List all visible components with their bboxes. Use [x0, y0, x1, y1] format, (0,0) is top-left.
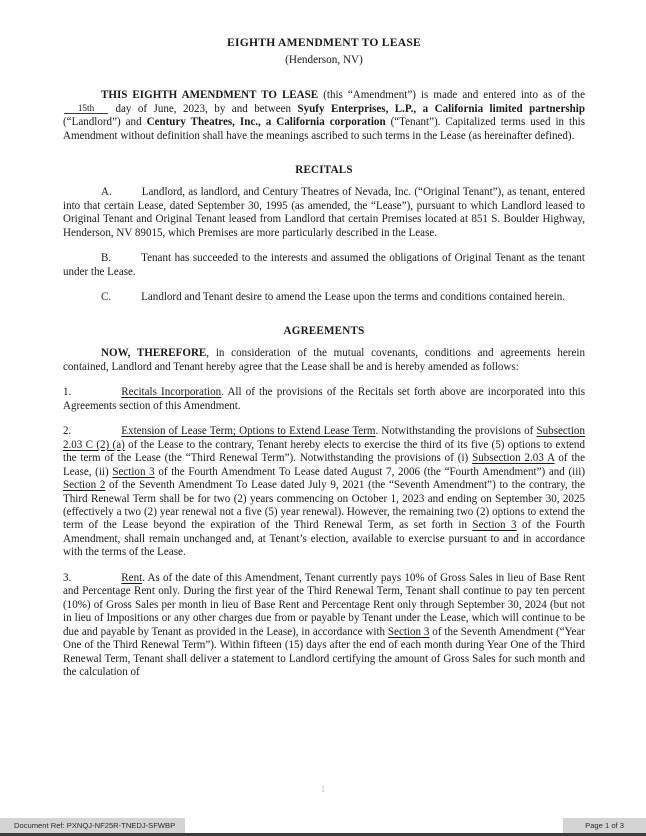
agreements-heading: AGREEMENTS	[283, 325, 365, 338]
clause-body: of the Fourth Amendment, shall remain unchanged and, at Tenant’s election, available to exercise pursuant to and in accordance with the terms of the Lease.	[63, 519, 585, 559]
clause-body: . As of the date of this Amendment, Tenant currently pays 10% of Gross Sales in lieu of Base Rent and Percentage Rent only. During the first year of the Third Renewal Term, Tenant shall continue to pay ten percent (10%) of Gross Sales per month in lieu of Base Rent and Percentage Rent only through September 30, 2024 (but not in lieu of Impositions or any other charges due from or payable by Tenant under the Lease, which will continue to be due and payable by Tenant as provided in the Lease), in accordance with	[63, 571, 585, 638]
clause-body: of the Lease to the contrary, Tenant hereby elects to exercise the third of its five (5) options to extend the term of the Lease (the “Third Renewal Term”). Notwithstanding the provisions of (i)	[63, 438, 585, 465]
page-title: EIGHTH AMENDMENT TO LEASE	[226, 36, 422, 49]
date-day-blank[interactable]: 15th	[64, 103, 108, 114]
lease-reference: Subsection 2.03 C (2) (a)	[63, 425, 585, 451]
now-therefore-lead: NOW, THEREFORE	[101, 347, 207, 360]
document-body	[63, 36, 585, 691]
clause-body: of the Lease, (ii)	[63, 452, 585, 478]
page-footer-number: 1	[320, 784, 326, 794]
lease-reference: Subsection 2.03 A	[472, 452, 555, 465]
recitals-heading: RECITALS	[295, 164, 353, 177]
document-ref-label: Document Ref: PXNQJ-NF25R-TNEDJ-SFWBP	[0, 818, 185, 833]
recital-text: Landlord and Tenant desire to amend the Lease upon the terms and conditions contained herein.	[141, 291, 566, 304]
lease-reference: Section 2	[63, 479, 106, 492]
clause-title: Recitals Incorporation	[121, 386, 222, 399]
recital-label: C.	[101, 291, 112, 304]
clause-3	[63, 572, 585, 680]
recital-text: Tenant has succeeded to the interests and assumed the obligations of Original Tenant as the tenant under the Lease.	[63, 252, 585, 278]
clause-1	[63, 386, 585, 413]
recital-label: B.	[101, 252, 112, 265]
now-therefore-paragraph	[63, 347, 585, 374]
clause-title: Rent	[121, 571, 143, 584]
recital-item	[63, 291, 585, 304]
clause-body: . Notwithstanding the provisions of	[375, 425, 537, 438]
preamble-text-3: (“Landlord”) and	[63, 116, 147, 129]
page-subtitle: (Henderson, NV)	[285, 54, 363, 67]
recital-item	[63, 252, 585, 279]
tenant-name: Century Theatres, Inc., a California corporation	[146, 116, 386, 129]
landlord-name: Syufy Enterprises, L.P., a California limited partnership	[297, 102, 585, 115]
clause-body: of the Seventh Amendment To Lease dated July 9, 2021 (the “Seventh Amendment”) to the contrary, the Third Renewal Term shall be for two (2) years commencing on October 1, 2023 and ending on September 30, 2025 (effectively a two (2) year renewal not a five (5) year renewal). However, the remaining two (2) options to extend the term of the Lease beyond the expiration of the Third Renewal Term, as set forth in	[63, 479, 585, 532]
clause-body: of the Seventh Amendment (“Year One of the Third Renewal Term”). Within fifteen (15) days after the end of each month during Year One of the Third Renewal Term, Tenant shall deliver a statement to Landlord certifying the amount of Gross Sales for such month and the calculation of	[63, 625, 585, 678]
clause-number: 1.	[63, 386, 72, 399]
recital-item	[63, 186, 585, 240]
lease-reference: Section 3	[387, 625, 430, 638]
now-therefore-text: , in consideration of the mutual covenants, conditions and agreements herein contained, Landlord and Tenant hereby agree that the Lease shall be and is hereby amended as follows:	[63, 347, 585, 373]
recital-text: Landlord, as landlord, and Century Theatres of Nevada, Inc. (“Original Tenant”), as tenant, entered into that certain Lease, dated September 30, 1995 (as amended, the “Lease”), pursuant to which Landlord leased to Original Tenant and Original Tenant leased from Landlord that certain Premises located at 851 S. Boulder Highway, Henderson, NV 89015, which Premises are more particularly described in the Lease.	[63, 186, 585, 239]
preamble-lead: THIS EIGHTH AMENDMENT TO LEASE	[101, 89, 319, 102]
lease-reference: Section 3	[112, 465, 155, 478]
clause-body: of the Fourth Amendment To Lease dated August 7, 2006 (the “Fourth Amendment”) and (iii)	[154, 465, 586, 478]
page-indicator: Page 1 of 3	[563, 818, 646, 833]
preamble-text-4: (“Tenant”). Capitalized terms used in this Amendment without definition shall have the meanings ascribed to such terms in the Lease (as hereinafter defined).	[63, 116, 586, 142]
recital-label: A.	[101, 186, 112, 199]
clause-body: . All of the provisions of the Recitals set forth above are incorporated into this Agreements section of this Amendment.	[63, 386, 585, 412]
clause-number: 3.	[63, 571, 72, 584]
lease-reference: Section 3	[472, 519, 517, 532]
preamble-text-2: day of June, 2023, by and between	[109, 102, 298, 115]
clause-title: Extension of Lease Term; Options to Extend Lease Term	[121, 425, 376, 438]
viewer-footer-bar	[0, 818, 646, 836]
clause-2	[63, 425, 585, 560]
clause-number: 2.	[63, 425, 72, 438]
preamble-text-1: (this “Amendment”) is made and entered into as of the	[318, 89, 585, 102]
preamble-paragraph	[63, 89, 585, 143]
